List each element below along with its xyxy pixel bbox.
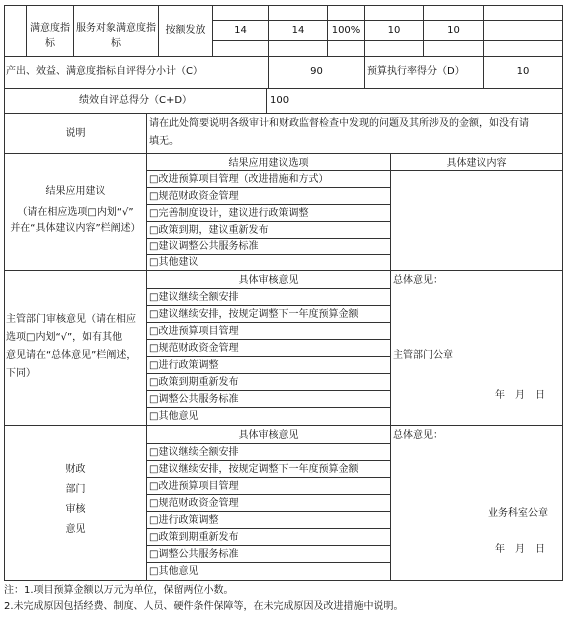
finance-options-header: 具体审核意见: [238, 430, 299, 441]
finance-date: 年 月 日: [495, 544, 545, 555]
dept-option-6[interactable]: □政策到期重新发布: [149, 377, 239, 388]
finance-option-3[interactable]: □改进预算项目管理: [149, 481, 239, 492]
total-label: 绩效自评总得分（C+D）: [78, 95, 193, 106]
finance-option-1[interactable]: □建议继续全额安排: [149, 447, 239, 458]
result-label-line3: 并在“具体建议内容”栏阐述）: [10, 223, 141, 234]
result-option-5[interactable]: □建议调整公共服务标准: [149, 241, 259, 252]
indicator-actual: 14: [291, 25, 305, 36]
dept-label-line2: 选项□内划“√”，如有其他: [6, 332, 123, 343]
dept-option-8[interactable]: □其他意见: [149, 411, 199, 422]
finance-option-8[interactable]: □其他意见: [149, 566, 199, 577]
finance-label-2: 部门: [65, 484, 86, 495]
dept-seal: 主管部门公章: [393, 350, 453, 361]
indicator-standard: 按额发放: [165, 25, 206, 36]
dept-label-line1: 主管部门审核意见（请在相应: [6, 314, 136, 325]
dept-option-2[interactable]: □建议继续安排，按规定调整下一年度预算金额: [149, 309, 359, 320]
result-option-1[interactable]: □改进预算项目管理（改进措施和方式）: [149, 174, 329, 185]
total-value: 100: [270, 95, 290, 106]
budget-score-value: 10: [516, 66, 530, 77]
result-option-4[interactable]: □政策到期，建议重新发布: [149, 225, 269, 236]
result-option-3[interactable]: □完善制度设计，建议进行政策调整: [149, 208, 309, 219]
finance-label-3: 审核: [65, 504, 86, 515]
subtotal-value: 90: [310, 66, 323, 77]
dept-overall-label: 总体意见：: [393, 275, 443, 286]
dept-options-header: 具体审核意见: [238, 275, 299, 286]
result-content-header: 具体建议内容: [446, 158, 507, 169]
finance-label-4: 意见: [65, 524, 86, 535]
indicator-target: 14: [234, 25, 247, 36]
finance-seal: 业务科室公章: [488, 508, 548, 519]
result-options-header: 结果应用建议选项: [228, 158, 309, 169]
dept-option-5[interactable]: □进行政策调整: [149, 360, 219, 371]
budget-score-label: 预算执行率得分（D）: [367, 66, 465, 77]
dept-label-line3: 意见请在“总体意见”栏阐述，: [6, 350, 137, 361]
note-line-2: 2.未完成原因包括经费、制度、人员、硬件条件保障等，在未完成原因及改进措施中说明。: [4, 601, 404, 612]
dept-option-1[interactable]: □建议继续全额安排: [149, 292, 239, 303]
indicator-weight: 10: [387, 25, 401, 36]
finance-option-2[interactable]: □建议继续安排，按规定调整下一年度预算金额: [149, 464, 359, 475]
result-option-2[interactable]: □规范财政资金管理: [149, 191, 239, 202]
finance-option-5[interactable]: □进行政策调整: [149, 515, 219, 526]
dept-option-4[interactable]: □规范财政资金管理: [149, 343, 239, 354]
dept-option-3[interactable]: □改进预算项目管理: [149, 326, 239, 337]
explain-label: 说明: [65, 128, 86, 139]
indicator-category: 满意度指标: [30, 23, 70, 49]
result-option-6[interactable]: □其他建议: [149, 257, 199, 268]
indicator-score: 10: [447, 25, 460, 36]
note-line-1: 注：1.项目预算金额以万元为单位，保留两位小数。: [4, 585, 234, 596]
dept-option-7[interactable]: □调整公共服务标准: [149, 394, 239, 405]
result-label-line1: 结果应用建议: [45, 186, 106, 197]
explain-text-line1: 请在此处简要说明各级审计和财政监督检查中发现的问题及其所涉及的金额，如没有请: [149, 118, 529, 129]
finance-option-4[interactable]: □规范财政资金管理: [149, 498, 239, 509]
finance-label-1: 财政: [65, 464, 86, 475]
dept-date: 年 月 日: [495, 390, 545, 401]
finance-option-6[interactable]: □政策到期重新发布: [149, 532, 239, 543]
finance-overall-label: 总体意见：: [393, 430, 443, 441]
finance-option-7[interactable]: □调整公共服务标准: [149, 549, 239, 560]
explain-text-line2: 填无。: [149, 136, 179, 147]
indicator-name: 服务对象满意度指标: [76, 23, 156, 49]
subtotal-label: 产出、效益、满意度指标自评得分小计（C）: [6, 66, 203, 77]
dept-label-line4: 下同）: [6, 368, 36, 379]
indicator-rate: 100%: [331, 25, 361, 36]
result-label-line2: （请在相应选项□内划“√”: [17, 207, 134, 218]
